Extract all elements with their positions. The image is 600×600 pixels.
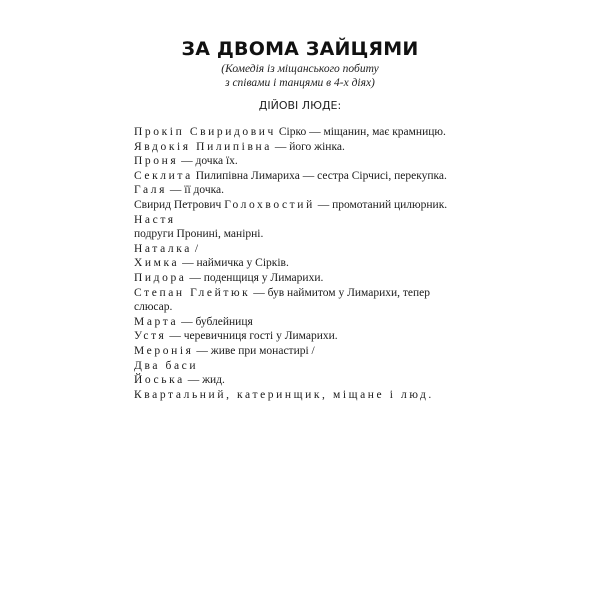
- character-name: Галя: [134, 184, 167, 197]
- cast-entry: [134, 198, 474, 213]
- character-description: — наймичка у Сірків.: [179, 257, 289, 270]
- character-name: Проня: [134, 155, 179, 168]
- character-description: — живе при монастирі /: [193, 344, 315, 357]
- cast-entry: [134, 227, 474, 242]
- cast-entry: [134, 286, 474, 301]
- cast-entry: [134, 344, 474, 359]
- character-description: — промотаний цилюрник.: [314, 198, 448, 211]
- character-description: — жид.: [184, 374, 225, 387]
- character-description: подруги Пронині, манірні.: [134, 228, 264, 241]
- character-name: Меронія: [134, 344, 194, 357]
- cast-entry: [134, 154, 474, 169]
- character-name: Йоська: [134, 374, 185, 387]
- character-description: слюсар.: [134, 301, 173, 314]
- cast-entry: [134, 329, 474, 344]
- character-description: /: [191, 242, 199, 255]
- character-name: Прокіп Свиридович: [134, 126, 276, 138]
- character-name: Квартальний, катеринщик, міщане і люд.: [134, 388, 434, 401]
- cast-entry: [134, 213, 474, 228]
- cast-heading: ДІЙОВІ ЛЮДЕ:: [258, 99, 342, 112]
- cast-entry: [134, 373, 474, 388]
- cast-list: [134, 125, 474, 402]
- character-name: Секлита: [134, 169, 193, 182]
- cast-entry: [134, 125, 474, 140]
- play-title: ЗА ДВОМА ЗАЙЦЯМИ: [181, 38, 419, 60]
- character-name: Пидора: [134, 271, 187, 284]
- cast-entry: [134, 169, 474, 184]
- cast-entry: [134, 300, 474, 315]
- character-name: Химка: [134, 257, 180, 270]
- cast-entry: [134, 359, 474, 374]
- character-name: Свирид Петрович: [134, 198, 225, 211]
- character-name: Настя: [134, 213, 176, 226]
- character-name: Два баси: [134, 359, 199, 372]
- character-name: Наталка: [134, 242, 192, 255]
- character-description: — поденщиця у Лимарихи.: [186, 271, 324, 284]
- subtitle-line: (Комедія із міщанського побиту: [221, 63, 379, 75]
- play-subtitle: [0, 62, 600, 90]
- character-name: Устя: [134, 330, 167, 343]
- cast-entry: [134, 140, 474, 155]
- character-description: — бублейниця: [178, 315, 253, 328]
- character-name: Явдокія Пилипівна: [134, 140, 272, 153]
- character-description: — черевичниця гості у Лимарихи.: [166, 330, 338, 343]
- character-description: — був наймитом у Лимарихи, тепер: [250, 286, 431, 299]
- character-description: — його жінка.: [271, 140, 345, 153]
- character-description: — її дочка.: [167, 184, 224, 197]
- cast-entry: [134, 242, 474, 257]
- cast-entry: [134, 271, 474, 286]
- cast-entry: [134, 256, 474, 271]
- character-name: Степан Глейтюк: [134, 286, 251, 299]
- character-description: — дочка їх.: [178, 155, 238, 168]
- character-name: Марта: [134, 315, 179, 328]
- character-description: Пилипівна Лимариха — сестра Сірчисі, перекупка.: [192, 169, 447, 182]
- cast-entry: [134, 183, 474, 198]
- cast-entry: [134, 388, 474, 403]
- cast-entry: [134, 315, 474, 330]
- subtitle-line: з співами і танцями в 4-х діях): [225, 77, 375, 89]
- character-description: Сірко — міщанин, має крамницю.: [275, 126, 446, 138]
- character-surname: Голохвостий: [224, 198, 315, 211]
